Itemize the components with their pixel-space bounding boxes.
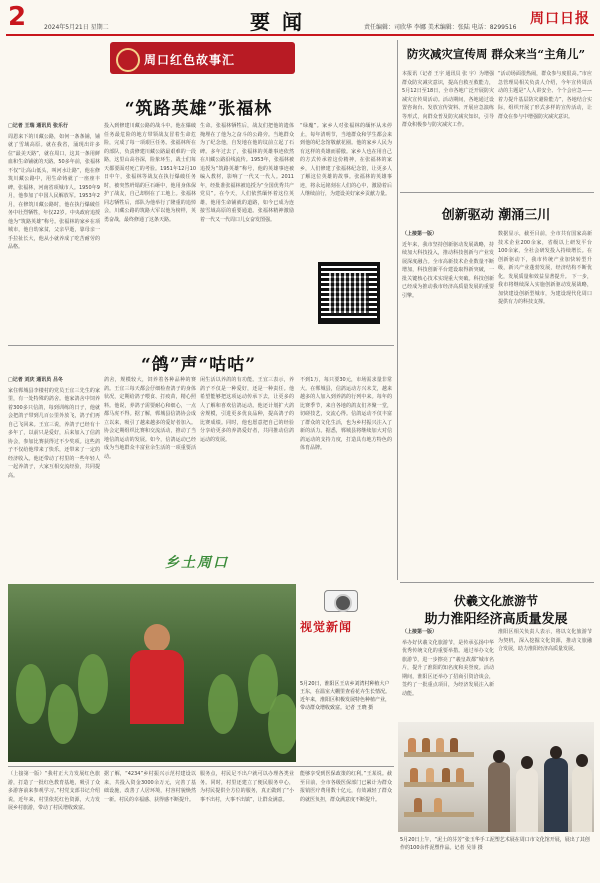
right-divider-2 <box>400 582 594 583</box>
exhibition-photo <box>398 722 594 832</box>
bottom-col1: （上接第一版）“我村正大力发展红色旅游，打造了一批红色教育基地，吸引了众多游客前来参观学习。”村党支部书记介绍说，近年来，村里依托红色资源，大力发展乡村旅游，带动了村民增收致富。 <box>8 771 100 811</box>
right-article2-title: 创新驱动 潮涌三川 <box>441 208 551 223</box>
article2-byline: □记者 刘庆 通讯员 吕冬 <box>8 377 63 383</box>
article1-col3: 生命。张福林牺牲后，战友们把他的遗体掩埋在了他为之奋斗的公路旁。当地群众为了纪念他，自发地在他的坟前立起了石碑。多年过去了，张福林的英雄事迹依然在川藏公路沿线流传。1953年，张福林被追授为“筑路英雄”称号，他的英雄事迹被编入教材，影响了一代又一代人。2011年，经批准张福林被追授为“全国优秀共产党员”。在今天，人们依然缅怀着这位英雄，他用生命铺就的道路，如今已成为连接雪域高原的重要通道。张福林精神激励着一代又一代周口儿女奋发图强。 <box>200 123 294 223</box>
feature-label-text: 乡土周口 <box>165 555 229 571</box>
right-article1-col1: 本报讯（记者 王宇 通讯员 张 宇）为增强群众防灾减灾意识，提高自救互救能力，5月12日至18日，全市各地广泛开展防灾减灾宣传周活动。活动期间，各地通过设置咨询台、发放宣传资料、开展应急演练等形式，向群众普及防灾减灾知识，引导群众积极参与防灾减灾工作。 <box>402 71 494 128</box>
farmer-figure <box>126 624 188 724</box>
article1-title: “筑路英雄”张福林 <box>124 99 273 119</box>
article1-byline: □记者 王瑞 通讯员 张乐行 <box>8 123 68 129</box>
editor-info: 责任编辑：司欣华 李娜 美术编辑：张陆 电话：8299516 <box>364 24 517 31</box>
newspaper-logo: 周口日报 <box>530 11 590 27</box>
right-article2-text1: 近年来，我市坚持创新驱动发展战略，持续加大科技投入，推动科技创新与产业发展深度融合。全市高新技术企业数量不断增加，科技创新平台建设取得新突破，一批关键核心技术实现重大突破。科技创新已经成为推动我市经济高质量发展的重要引擎。 <box>402 241 494 299</box>
right-article3-byline: （上接第一版） <box>402 629 438 635</box>
right-divider-1 <box>400 192 594 193</box>
article1-text1: 周恩来下的川藏公路，如何一条条铺，铺就了雪域高原。就在我省，涌现出许多位“最美天路”，就在周口，这其一条用鲜血和生命铺就的天路。50多年前，张福林不仅“让高山低头，叫河水让路”，他在修筑川藏公路中，用生命铸就了一座座丰碑，张福林，河南省项城市人。1950年9月，他参加了中国人民解放军。1953年2月，在修筑川藏公路时，他在执行爆破任务中壮烈牺牲，年仅22岁。中央政府追授他为“筑路英雄”称号。张福林的家乡在项城市，他自幼家贫，父亲早逝，靠母亲一手拉扯长大，他从小就养成了吃苦耐劳的品格。 <box>8 133 100 250</box>
right-article3-text1: 举办好伏羲文化旅游节，是传承弘扬中华优秀传统文化的重要举措。通过举办文化旅游节，进一步擦亮了“羲皇故都”城市名片，提升了淮阳的知名度和美誉度。活动期间，淮阳区还举办了招商引资洽谈会，签约了一批重点项目，为经济发展注入新动能。 <box>402 639 494 697</box>
article2-col2: 鸽舍，规模较大，饲养着各种品种的赛鸽。王宜三每天都会仔细检查鸽子的身体状况，定期给鸽子喂食、打疫苗，精心照料。他说，养鸽子需要耐心和细心，一点都马虎不得。据了解，郸城县信鸽协会成立以来，吸引了越来越多的爱好者加入。协会定期组织比赛和交流活动，推动了当地信鸽运动的发展。如今，信鸽运动已经成为当地群众丰富业余生活的一项重要活动。 <box>104 377 196 460</box>
article2-col4: 不到1万，每只要30元，市场需求量非常大。在郸城县，信鸽运动方兴未艾，越来越多的人加入到养鸽的行列中来。每年的比赛季节，来自各地的鸽友们齐聚一堂，切磋技艺，交流心得。信鸽运动不仅丰富了群众的文化生活，也为乡村振兴注入了新的活力。据悉，郸城县将继续加大对信鸽运动的支持力度，打造具有地方特色的体育品牌。 <box>300 377 392 451</box>
header-rule <box>6 34 594 36</box>
section-divider <box>8 345 394 346</box>
section-title: 要闻 <box>250 10 314 34</box>
page-number: 2 <box>8 2 27 32</box>
right-article1-col2: “活动场面很热闹，群众参与度很高。”市应急管理局相关负责人介绍，今年宣传周活动的主题是“人人讲安全、个个会应急——着力提升基层防灾避险能力”，各地结合实际，组织开展了形式多样的宣传活动，让群众在参与中增强防灾减灾意识。 <box>498 71 592 120</box>
qr-code[interactable] <box>318 262 380 324</box>
article2-col3: 闲生活以养鸽的有功能。王宜三表示，养鸽子不仅是一种爱好，还是一种责任。他希望能够把这项运动传承下去，让更多的人了解和喜欢信鸽运动。他还计划扩大鸽舍规模，引进更多优良品种，提高鸽子的比赛成绩。同时，他也愿意把自己的经验分享给更多的养鸽爱好者，共同推动信鸽运动的发展。 <box>200 377 294 443</box>
series-banner <box>110 42 295 74</box>
article2-text1: 家住郸城县李楼村的党员王宜三先生的家里，有一处特殊的鸽舍。他家鸽舍中饲养着300多只信鸽，每到训练的日子，他就会把鸽子带到几百公里外放飞，鸽子们再自己飞回来。王宜三说，养鸽子已经有十多年了，以前只是爱好，后来加入了信鸽协会，参加比赛获得过不少奖项。这些鸽子不仅给他带来了快乐，还带来了一定的经济收入。他还带动了村里的一些年轻人一起养鸽子，大家互相交流经验，共同提高。 <box>8 387 100 479</box>
visual-news-label: 视觉新闻 <box>300 620 353 634</box>
issue-date: 2024年5月21日 星期二 <box>44 24 109 31</box>
photo2-caption: 5月20日上午，“泥土的芬芳”张玉华手工泥塑艺术展在周口市文化馆开展，展出了其创作的100余件泥塑作品。记者 吴菲 摄 <box>400 837 590 851</box>
right-article2-text3: 下一步，我市将继续深入实施创新驱动发展战略，加快建设创新型城市，为建设现代化周口提供有力的科技支撑。 <box>498 273 592 305</box>
column-divider <box>397 40 398 580</box>
article1-col1 <box>8 122 100 344</box>
right-article3-col2: 淮阳区相关负责人表示，将以文化旅游节为契机，深入挖掘文化资源，推动文旅融合发展，助力淮阳经济高质量发展。 <box>498 629 592 652</box>
article1-col2: 投入到修建川藏公路的战斗中。他在爆破任务最危险的地方带领战友冒着生命危险，完成了每一项艰巨任务。张福林所在的部队，负责修建川藏公路最艰难的一段路，这里山高谷深，险象环生，战士们每天都要面对死亡的考验。1951年12月10日中午，张福林等战友在执行爆破任务时，被突然坍塌的巨石砸中，他用身体保护了战友，自己却倒在了工地上。张福林同志牺牲后，部队为他举行了隆重的追悼会，川藏公路的筑路大军以他为榜样，英勇奋战，最终修通了这条天路。 <box>104 123 196 223</box>
right-article1-title: 防灾减灾宣传周 群众来当“主角儿” <box>406 47 586 61</box>
page-header <box>0 0 600 40</box>
greenhouse-photo <box>8 584 296 762</box>
article2-col1 <box>8 376 100 552</box>
bottom-divider <box>8 766 394 767</box>
bottom-col3: 服务点，村民足不出户就可以办理各类业务。同时，村里还建立了便民服务中心，为村民提供全方位的服务，真正做到了“小事不出村，大事不出镇”，让群众满意。 <box>200 771 294 803</box>
right-article2-col1 <box>402 230 494 580</box>
feature-label <box>165 552 250 574</box>
banner-label: 周口红色故事汇 <box>144 53 236 67</box>
photo1-caption: 5月20日，淮阳区王店乡刘湾村种植大户王东，在温室大棚里查看花卉生长情况。近年来，淮阳区积极发展特色种植产业，带动群众增收致富。记者 王晓 摄 <box>300 681 391 711</box>
right-article2-col2 <box>498 230 592 580</box>
bottom-col2: 据了解，“4234”乡村振兴示范村建设以来，共投入资金3000余万元，完善了基础设施，改善了人居环境，村容村貌焕然一新。村民的幸福感、获得感不断提升。 <box>104 771 196 803</box>
right-article2-text2: 数据显示，截至目前，全市共有国家高新技术企业200余家，省级以上研发平台100余家，全社会研发投入持续增长。在创新驱动下，我市传统产业加快转型升级，新兴产业蓬勃发展，经济结构不断优化，发展质量和效益显著提升。 <box>498 231 592 280</box>
right-article3-col1 <box>402 628 494 720</box>
right-article2-byline: （上接第一版） <box>402 231 438 237</box>
article1-col4: “绿魔”。家乡人对张福林的缅怀从未停止，每年清明节，当地群众和学生都会来到他的纪念馆敬献花圈。他的家乡人民为有这样的英雄而骄傲。家乡人也在用自己的方式传承着这份精神，在张福林的家乡，人们修建了张福林纪念馆，让更多人了解这位英雄的故事。张福林的英雄事迹，将永远铭刻在人们的心中，激励着后人继续前行，为建设美好家乡贡献力量。 <box>300 123 392 197</box>
bottom-col4: 能够享受到医保政策的红利。”王某说。截至目前，全市各级医保部门已累计为群众报销医疗费用数十亿元，有效减轻了群众的就医负担，群众满意度不断提升。 <box>300 771 392 803</box>
right-article3-subtitle: 助力淮阳经济高质量发展 <box>424 612 568 627</box>
article2-title: “鸽”声“咕咕” <box>140 355 257 375</box>
camera-icon <box>324 590 358 612</box>
right-article3-title: 伏羲文化旅游节 <box>453 594 538 608</box>
